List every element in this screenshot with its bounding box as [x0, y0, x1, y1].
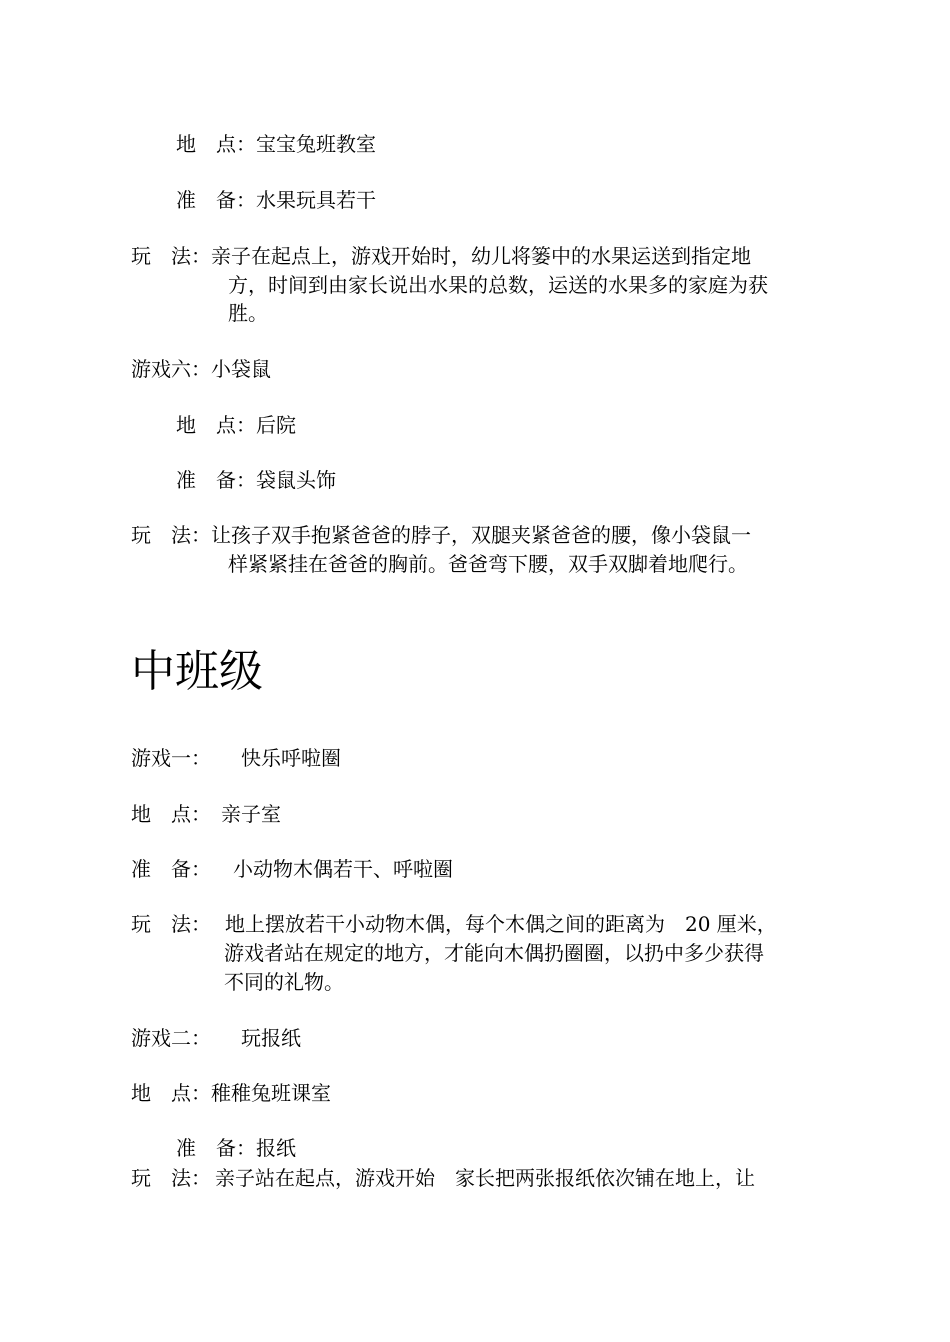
- place-row: [131, 1079, 331, 1107]
- play-text-line: 亲子在起点上，游戏开始时，幼儿将篓中的水果运送到指定地: [211, 244, 751, 268]
- game-title-label: 游戏一：: [131, 746, 211, 770]
- prep-value: 小动物木偶若干、呼啦圈: [233, 857, 453, 881]
- game-title-row: [131, 1024, 301, 1052]
- game-title-row: [131, 355, 271, 383]
- play-row: [131, 1164, 755, 1192]
- prep-label: 准 备：: [131, 857, 211, 881]
- place-label: 地 点：: [131, 1081, 211, 1105]
- prep-row: [176, 186, 376, 214]
- prep-row: [176, 1134, 296, 1162]
- game-title-label: 游戏六：: [131, 357, 211, 381]
- play-text-line: 游戏者站在规定的地方，才能向木偶扔圈圈，以扔中多少获得: [224, 941, 764, 965]
- play-row: [131, 242, 751, 270]
- play-text-line: 亲子站在起点，游戏开始 家长把两张报纸依次铺在地上，让: [215, 1166, 755, 1190]
- prep-row: [131, 855, 453, 883]
- play-row: [131, 910, 777, 938]
- place-row: [131, 800, 281, 828]
- game-title-value: 快乐呼啦圈: [241, 746, 341, 770]
- prep-label: 准 备：: [176, 188, 256, 212]
- play-row: [131, 521, 751, 549]
- game-title-value: 玩报纸: [241, 1026, 301, 1050]
- play-label: 玩 法：: [131, 244, 211, 268]
- prep-value: 报纸: [256, 1136, 296, 1160]
- play-text-line: 地上摆放若干小动物木偶，每个木偶之间的距离为 20 厘米，: [225, 912, 777, 936]
- place-label: 地 点：: [176, 132, 256, 156]
- place-value: 后院: [256, 413, 296, 437]
- place-label: 地 点：: [131, 802, 211, 826]
- section-heading: 中班级: [131, 646, 263, 697]
- play-text-line: 不同的礼物。: [224, 970, 344, 994]
- play-text-line: 让孩子双手抱紧爸爸的脖子，双腿夹紧爸爸的腰，像小袋鼠一: [211, 523, 751, 547]
- place-row: [176, 411, 296, 439]
- place-value: 稚稚兔班课室: [211, 1081, 331, 1105]
- play-text-line: 胜。: [228, 301, 268, 325]
- place-value: 亲子室: [221, 802, 281, 826]
- prep-value: 水果玩具若干: [256, 188, 376, 212]
- prep-label: 准 备：: [176, 468, 256, 492]
- prep-label: 准 备：: [176, 1136, 256, 1160]
- prep-value: 袋鼠头饰: [256, 468, 336, 492]
- place-value: 宝宝兔班教室: [256, 132, 376, 156]
- game-title-value: 小袋鼠: [211, 357, 271, 381]
- game-title-row: [131, 744, 341, 772]
- prep-row: [176, 466, 336, 494]
- place-label: 地 点：: [176, 413, 256, 437]
- place-row: [176, 130, 376, 158]
- play-label: 玩 法：: [131, 523, 211, 547]
- play-text-line: 样紧紧挂在爸爸的胸前。爸爸弯下腰，双手双脚着地爬行。: [228, 552, 748, 576]
- play-text-line: 方，时间到由家长说出水果的总数，运送的水果多的家庭为获: [228, 273, 768, 297]
- play-label: 玩 法：: [131, 1166, 211, 1190]
- game-title-label: 游戏二：: [131, 1026, 211, 1050]
- play-label: 玩 法：: [131, 912, 211, 936]
